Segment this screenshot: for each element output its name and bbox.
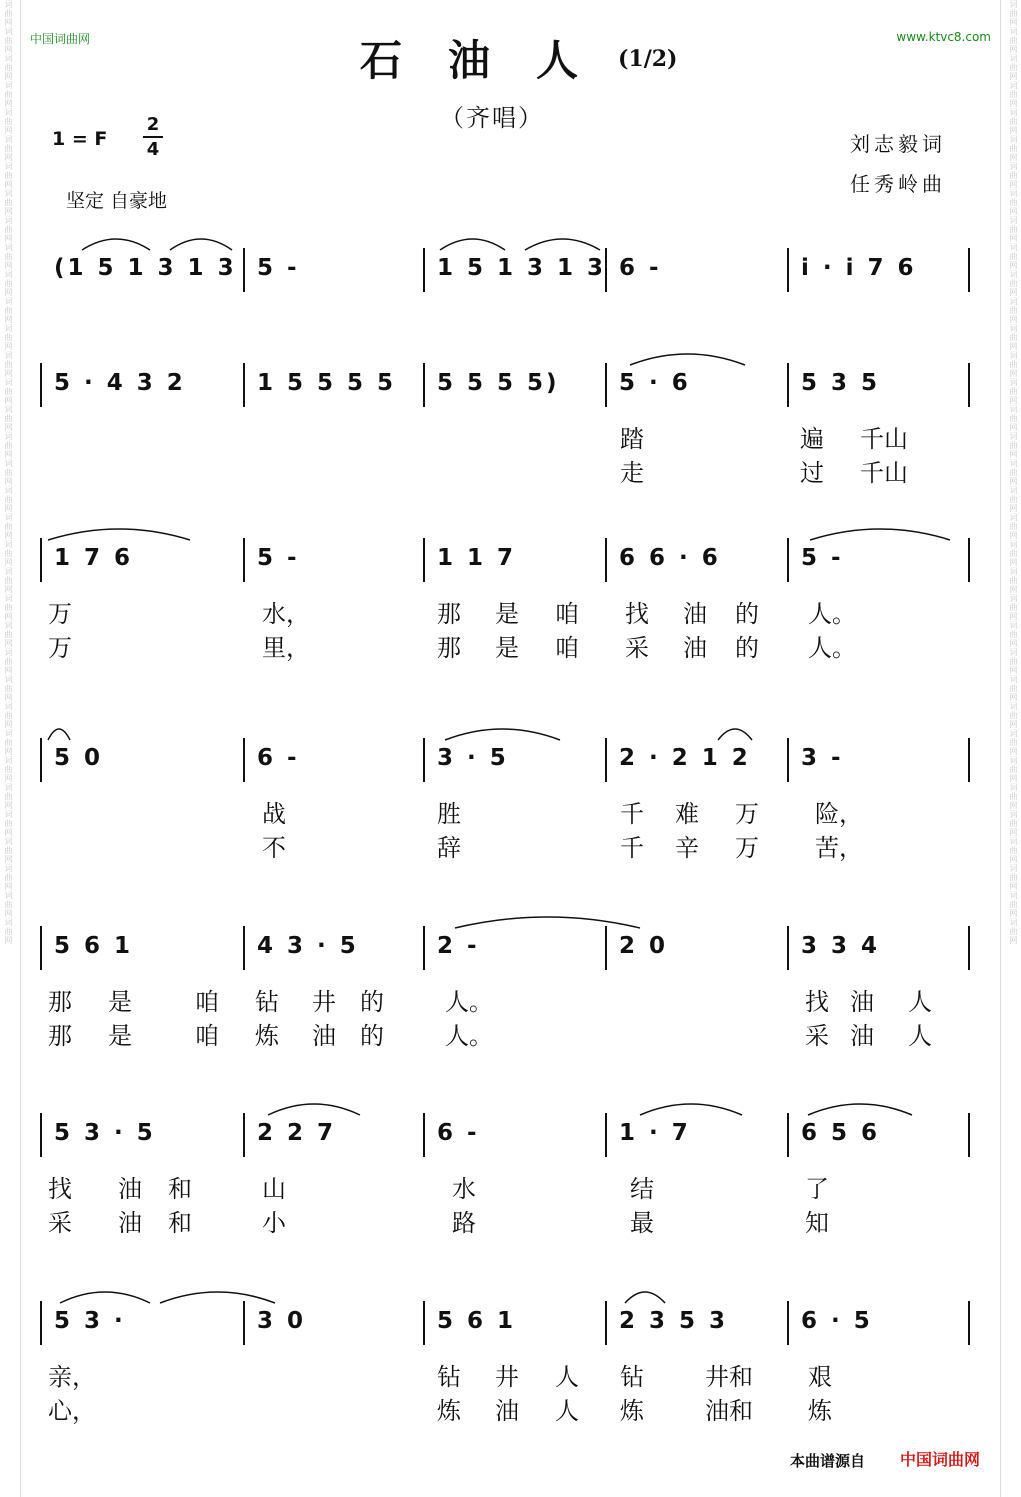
lyric-verse2: 那	[48, 1022, 72, 1050]
lyric-verse2: 是	[108, 1022, 132, 1050]
lyric-verse1: 人。	[445, 988, 493, 1016]
lyric-verse2: 千山	[860, 459, 908, 487]
measure-notes: 1 · 7	[619, 1120, 691, 1146]
lyric-verse2: 油	[850, 1022, 874, 1050]
slur	[525, 239, 600, 250]
page-number: (1/2)	[618, 46, 678, 72]
lyric-verse1: 油	[118, 1175, 142, 1203]
lyric-verse2: 心，	[48, 1397, 96, 1425]
lyric-verse1: 是	[108, 988, 132, 1016]
lyric-verse1: 钻	[437, 1363, 461, 1391]
lyric-verse1: 是	[495, 600, 519, 628]
time-signature-top: 2	[146, 114, 160, 135]
lyric-verse1: 亲，	[48, 1363, 96, 1391]
lyric-verse1: 找	[48, 1175, 72, 1203]
slur	[808, 1104, 912, 1115]
lyric-verse1: 万	[48, 600, 72, 628]
lyric-verse2: 的	[360, 1022, 384, 1050]
lyric-verse1: 钻	[255, 988, 279, 1016]
lyric-verse1: 井和	[705, 1363, 753, 1391]
lyric-verse2: 苦，	[815, 834, 863, 862]
slur	[160, 1292, 275, 1303]
lyric-verse1: 结	[630, 1175, 654, 1203]
footer-source-label: 本曲谱源自	[790, 1452, 866, 1470]
lyric-verse2: 炼	[255, 1022, 279, 1050]
lyric-verse1: 的	[360, 988, 384, 1016]
lyric-verse2: 咱	[195, 1022, 219, 1050]
lyric-verse2: 走	[620, 459, 644, 487]
measure-notes: 2 · 2 1 2	[619, 745, 751, 771]
lyric-verse2: 炼	[808, 1397, 832, 1425]
measure-notes: 5 -	[257, 545, 300, 571]
slur	[625, 1292, 665, 1303]
measure-notes: 5 -	[257, 255, 300, 281]
slur	[268, 1104, 360, 1115]
measure-notes: 1 5 1 3 1 3	[437, 255, 607, 281]
measure-notes: 6 · 5	[801, 1308, 873, 1334]
lyric-verse2: 人。	[808, 634, 856, 662]
lyric-verse1: 人。	[808, 600, 856, 628]
lyric-verse2: 咱	[555, 634, 579, 662]
tempo-marking: 坚定 自豪地	[66, 190, 168, 212]
measure-notes: 6 5 6	[801, 1120, 881, 1146]
lyric-verse1: 战	[262, 800, 286, 828]
slur	[48, 729, 70, 740]
measure-notes: 5 -	[801, 545, 844, 571]
lyric-verse1: 油	[683, 600, 707, 628]
measure-notes: 5 5 5 5)	[437, 370, 560, 396]
lyric-verse1: 的	[735, 600, 759, 628]
slur	[810, 529, 950, 540]
footer-source-site: 中国词曲网	[900, 1450, 981, 1469]
measure-notes: 6 -	[619, 255, 662, 281]
measure-notes: 6 -	[437, 1120, 480, 1146]
lyric-verse1: 找	[625, 600, 649, 628]
slur	[630, 354, 745, 365]
lyric-verse2: 炼	[620, 1397, 644, 1425]
slur	[445, 729, 560, 740]
measure-notes: 3 · 5	[437, 745, 509, 771]
lyric-verse1: 那	[48, 988, 72, 1016]
measure-notes: 5 0	[54, 745, 104, 771]
lyric-verse2: 辞	[437, 834, 461, 862]
lyric-verse1: 千	[620, 800, 644, 828]
measure-notes: 6 -	[257, 745, 300, 771]
lyric-verse2: 油	[683, 634, 707, 662]
lyric-verse1: 井	[495, 1363, 519, 1391]
lyric-verse2: 采	[625, 634, 649, 662]
lyric-verse2: 和	[168, 1209, 192, 1237]
lyric-verse1: 井	[312, 988, 336, 1016]
lyric-verse1: 人	[908, 988, 932, 1016]
right-margin-watermark: 词曲网词曲网词曲网词曲网词曲网词曲网词曲网词曲网词曲网词曲网词曲网词曲网词曲网词曲网词曲网词曲网词曲网词曲网词曲网词曲网词曲网词曲网词曲网词曲网词曲网词曲网词曲网词曲网词曲网词曲网词曲网词曲网词曲网词曲网词曲网	[1009, 0, 1018, 945]
lyric-verse2: 采	[48, 1209, 72, 1237]
lyric-verse1: 找	[805, 988, 829, 1016]
lyric-verse2: 油	[495, 1397, 519, 1425]
lyric-verse2: 过	[800, 459, 824, 487]
lyric-verse1: 油	[850, 988, 874, 1016]
lyric-verse2: 油	[312, 1022, 336, 1050]
composer-credit: 任秀岭曲	[850, 172, 946, 196]
lyric-verse1: 那	[437, 600, 461, 628]
lyric-verse1: 险，	[815, 800, 863, 828]
lyric-verse2: 知	[805, 1209, 829, 1237]
site-name-left: 中国词曲网	[30, 32, 91, 46]
measure-notes: 2 3 5 3	[619, 1308, 729, 1334]
measure-notes: 2 -	[437, 933, 480, 959]
site-url-right: www.ktvc8.com	[896, 30, 991, 44]
lyric-verse1: 水	[452, 1175, 476, 1203]
measure-notes: 1 7 6	[54, 545, 134, 571]
lyric-verse1: 咱	[195, 988, 219, 1016]
lyric-verse1: 胜	[437, 800, 461, 828]
lyric-verse2: 万	[735, 834, 759, 862]
measure-notes: 1 1 7	[437, 545, 517, 571]
lyric-verse2: 采	[805, 1022, 829, 1050]
measure-notes: 1 5 5 5 5	[257, 370, 397, 396]
lyric-verse2: 油	[118, 1209, 142, 1237]
measure-notes: 2 0	[619, 933, 669, 959]
slur	[718, 729, 752, 740]
measure-notes: 5 · 6	[619, 370, 691, 396]
lyric-verse2: 辛	[675, 834, 699, 862]
measure-notes: 5 3 · 5	[54, 1120, 156, 1146]
lyric-verse2: 是	[495, 634, 519, 662]
lyric-verse2: 人。	[445, 1022, 493, 1050]
lyric-verse2: 万	[48, 634, 72, 662]
lyric-verse2: 最	[630, 1209, 654, 1237]
lyric-verse1: 和	[168, 1175, 192, 1203]
key-signature: 1 = F	[52, 128, 108, 150]
slur	[48, 529, 190, 540]
measure-notes: 5 6 1	[54, 933, 134, 959]
lyric-verse1: 艰	[808, 1363, 832, 1391]
measure-notes: i · i 7 6	[801, 255, 917, 281]
lyric-verse2: 不	[262, 834, 286, 862]
lyric-verse2: 人	[908, 1022, 932, 1050]
lyric-verse1: 踏	[620, 425, 644, 453]
measure-notes: 4 3 · 5	[257, 933, 359, 959]
lyric-verse1: 千山	[860, 425, 908, 453]
left-margin-watermark: 词曲网词曲网词曲网词曲网词曲网词曲网词曲网词曲网词曲网词曲网词曲网词曲网词曲网词曲网词曲网词曲网词曲网词曲网词曲网词曲网词曲网词曲网词曲网词曲网词曲网词曲网词曲网词曲网词曲网词曲网词曲网词曲网词曲网词曲网词曲网	[4, 0, 13, 945]
lyric-verse1: 钻	[620, 1363, 644, 1391]
measure-notes: 3 0	[257, 1308, 307, 1334]
measure-notes: (1 5 1 3 1 3	[54, 255, 237, 281]
lyric-verse1: 了	[805, 1175, 829, 1203]
lyric-verse2: 那	[437, 634, 461, 662]
measure-notes: 3 -	[801, 745, 844, 771]
lyric-verse2: 的	[735, 634, 759, 662]
measure-notes: 5 6 1	[437, 1308, 517, 1334]
lyric-verse1: 遍	[800, 425, 824, 453]
lyric-verse1: 人	[555, 1363, 579, 1391]
lyric-verse2: 小	[262, 1209, 286, 1237]
lyric-verse1: 水，	[262, 600, 310, 628]
measure-notes: 5 3 5	[801, 370, 881, 396]
slur	[640, 1104, 742, 1115]
lyric-verse2: 路	[452, 1209, 476, 1237]
performance-style: （齐唱）	[440, 104, 544, 132]
lyric-verse2: 油和	[705, 1397, 753, 1425]
measure-notes: 5 · 4 3 2	[54, 370, 186, 396]
lyricist-credit: 刘志毅词	[850, 132, 946, 156]
lyric-verse2: 里，	[262, 634, 310, 662]
lyric-verse1: 难	[675, 800, 699, 828]
lyric-verse2: 人	[555, 1397, 579, 1425]
song-title: 石油人	[360, 36, 625, 85]
lyric-verse1: 万	[735, 800, 759, 828]
measure-notes: 5 3 ·	[54, 1308, 126, 1334]
measure-notes: 6 6 · 6	[619, 545, 721, 571]
lyric-verse2: 千	[620, 834, 644, 862]
lyric-verse1: 山	[262, 1175, 286, 1203]
slur	[455, 917, 640, 928]
slur	[440, 239, 505, 250]
slur	[60, 1292, 150, 1303]
lyric-verse2: 炼	[437, 1397, 461, 1425]
measure-notes: 2 2 7	[257, 1120, 337, 1146]
measure-notes: 3 3 4	[801, 933, 881, 959]
time-signature-bottom: 4	[146, 139, 160, 160]
slur	[82, 239, 150, 250]
slur	[170, 239, 232, 250]
lyric-verse1: 咱	[555, 600, 579, 628]
